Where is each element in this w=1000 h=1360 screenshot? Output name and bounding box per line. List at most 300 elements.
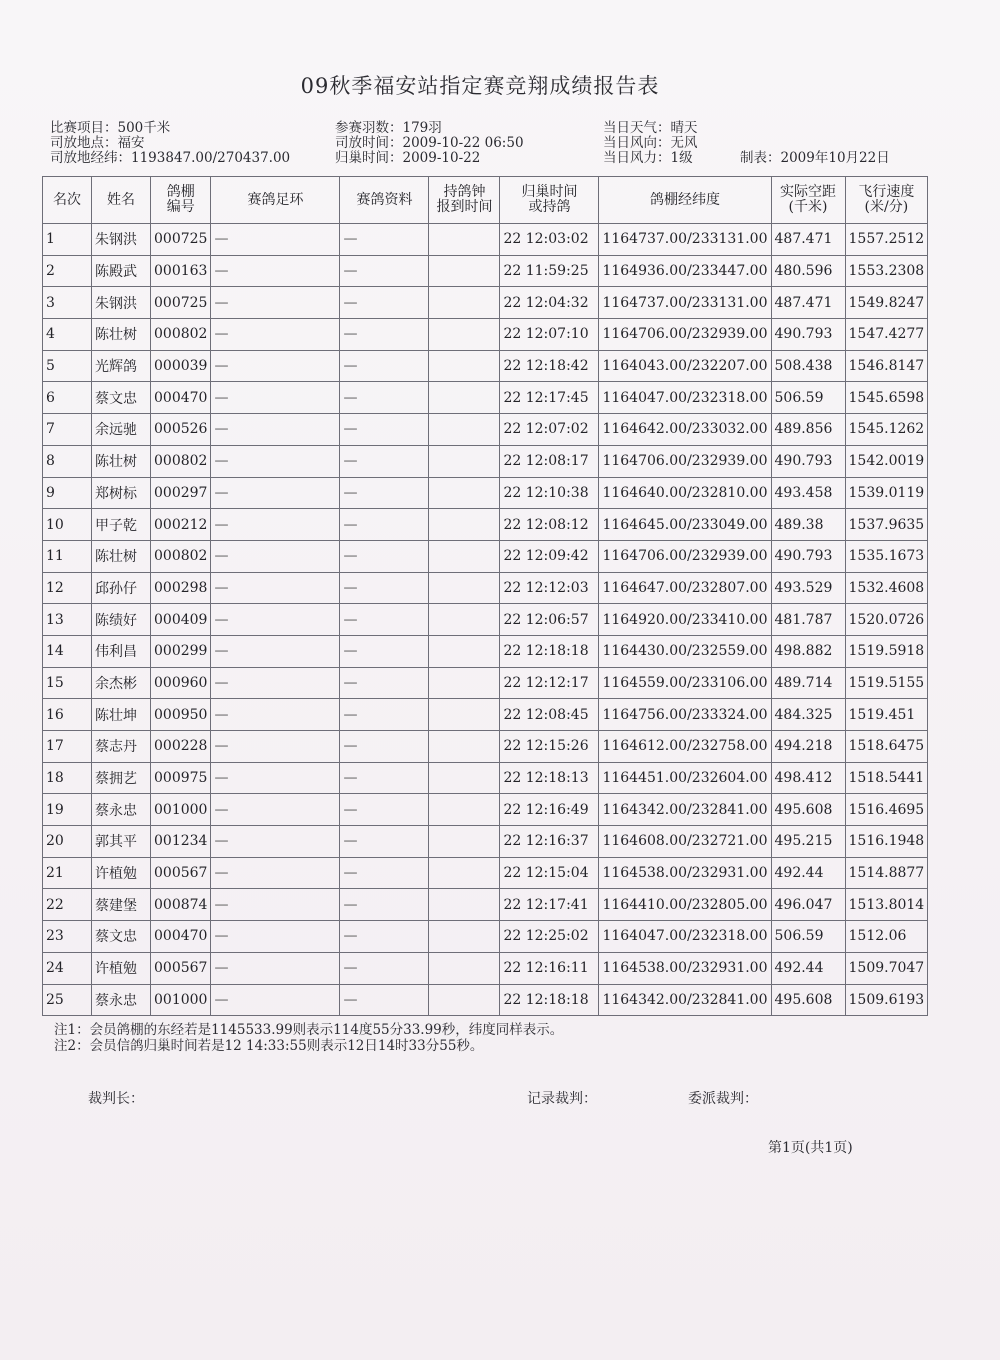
cell-ring: — [211, 889, 340, 921]
cell-info: — [340, 540, 429, 572]
cell-info: — [340, 667, 429, 699]
table-row [43, 477, 928, 509]
cell-clock [429, 762, 500, 794]
cell-rank: 11 [43, 540, 92, 572]
cell-info: — [340, 287, 429, 319]
meta-event: 比赛项目：500千米 [50, 120, 171, 136]
cell-name: 甲子乾 [92, 509, 151, 541]
cell-rank: 16 [43, 699, 92, 731]
table-row [43, 414, 928, 446]
cell-clock [429, 224, 500, 256]
note-1: 注1：会员鸽棚的东经若是1145533.99则表示114度55分33.99秒，纬度同样表示。 [54, 1022, 564, 1038]
cell-loft: 000297 [151, 477, 211, 509]
cell-coords: 1164608.00/232721.00 [599, 826, 771, 858]
cell-clock [429, 382, 500, 414]
cell-arrival: 22 12:12:17 [500, 667, 599, 699]
cell-loft: 000470 [151, 382, 211, 414]
table-body [43, 224, 928, 1016]
cell-clock [429, 952, 500, 984]
cell-info: — [340, 699, 429, 731]
cell-speed: 1537.9635 [845, 509, 928, 541]
table-row [43, 857, 928, 889]
cell-clock [429, 699, 500, 731]
cell-ring: — [211, 287, 340, 319]
cell-loft: 000212 [151, 509, 211, 541]
header-name: 姓名 [92, 177, 151, 224]
cell-name: 陈壮坤 [92, 699, 151, 731]
cell-arrival: 22 12:18:18 [500, 984, 599, 1016]
cell-arrival: 22 12:09:42 [500, 540, 599, 572]
cell-name: 陈绩好 [92, 604, 151, 636]
cell-distance: 506.59 [771, 921, 845, 953]
cell-coords: 1164640.00/232810.00 [599, 477, 771, 509]
cell-distance: 490.793 [771, 540, 845, 572]
cell-distance: 508.438 [771, 350, 845, 382]
cell-speed: 1545.6598 [845, 382, 928, 414]
cell-info: — [340, 509, 429, 541]
cell-clock [429, 572, 500, 604]
cell-coords: 1164706.00/232939.00 [599, 540, 771, 572]
cell-coords: 1164756.00/233324.00 [599, 699, 771, 731]
meta-release-time: 司放时间：2009-10-22 06:50 [335, 135, 524, 151]
report-title: 09秋季福安站指定赛竞翔成绩报告表 [300, 74, 660, 98]
cell-speed: 1539.0119 [845, 477, 928, 509]
cell-rank: 8 [43, 445, 92, 477]
cell-ring: — [211, 604, 340, 636]
cell-loft: 000802 [151, 540, 211, 572]
cell-loft: 000039 [151, 350, 211, 382]
header-loft-number: 鸽棚 编号 [151, 177, 211, 224]
cell-speed: 1542.0019 [845, 445, 928, 477]
cell-coords: 1164737.00/233131.00 [599, 287, 771, 319]
cell-loft: 000298 [151, 572, 211, 604]
cell-speed: 1516.4695 [845, 794, 928, 826]
cell-name: 蔡建堡 [92, 889, 151, 921]
cell-speed: 1513.8014 [845, 889, 928, 921]
cell-clock [429, 635, 500, 667]
cell-speed: 1516.1948 [845, 826, 928, 858]
cell-arrival: 22 12:08:45 [500, 699, 599, 731]
cell-clock [429, 826, 500, 858]
table-row [43, 731, 928, 763]
cell-arrival: 22 12:18:13 [500, 762, 599, 794]
cell-name: 陈壮树 [92, 540, 151, 572]
cell-rank: 19 [43, 794, 92, 826]
cell-rank: 12 [43, 572, 92, 604]
cell-clock [429, 477, 500, 509]
chief-judge-label: 裁判长： [88, 1091, 144, 1107]
recording-judge-label: 记录裁判： [527, 1091, 597, 1107]
cell-info: — [340, 224, 429, 256]
table-row [43, 667, 928, 699]
cell-clock [429, 984, 500, 1016]
cell-info: — [340, 445, 429, 477]
cell-info: — [340, 857, 429, 889]
meta-wind-force: 当日风力：1级 [603, 150, 693, 166]
cell-ring: — [211, 762, 340, 794]
cell-name: 许植勉 [92, 857, 151, 889]
cell-distance: 495.608 [771, 794, 845, 826]
table-row [43, 255, 928, 287]
cell-coords: 1164043.00/232207.00 [599, 350, 771, 382]
table-row [43, 984, 928, 1016]
cell-coords: 1164538.00/232931.00 [599, 857, 771, 889]
cell-ring: — [211, 445, 340, 477]
cell-coords: 1164645.00/233049.00 [599, 509, 771, 541]
cell-ring: — [211, 952, 340, 984]
cell-clock [429, 604, 500, 636]
cell-speed: 1519.5155 [845, 667, 928, 699]
cell-loft: 000950 [151, 699, 211, 731]
cell-distance: 489.856 [771, 414, 845, 446]
cell-distance: 492.44 [771, 857, 845, 889]
cell-rank: 23 [43, 921, 92, 953]
cell-coords: 1164612.00/232758.00 [599, 731, 771, 763]
cell-name: 蔡永忠 [92, 984, 151, 1016]
cell-arrival: 22 12:18:42 [500, 350, 599, 382]
cell-ring: — [211, 509, 340, 541]
cell-ring: — [211, 414, 340, 446]
cell-rank: 9 [43, 477, 92, 509]
cell-coords: 1164047.00/232318.00 [599, 921, 771, 953]
cell-distance: 493.529 [771, 572, 845, 604]
cell-name: 光辉鸽 [92, 350, 151, 382]
cell-loft: 000802 [151, 319, 211, 351]
cell-speed: 1512.06 [845, 921, 928, 953]
cell-coords: 1164342.00/232841.00 [599, 794, 771, 826]
table-row [43, 319, 928, 351]
cell-info: — [340, 414, 429, 446]
cell-arrival: 22 12:12:03 [500, 572, 599, 604]
cell-clock [429, 509, 500, 541]
cell-arrival: 22 12:15:26 [500, 731, 599, 763]
header-rank: 名次 [43, 177, 92, 224]
cell-distance: 498.412 [771, 762, 845, 794]
cell-distance: 490.793 [771, 445, 845, 477]
cell-info: — [340, 984, 429, 1016]
meta-release-coords: 司放地经纬：1193847.00/270437.00 [50, 150, 291, 166]
cell-rank: 1 [43, 224, 92, 256]
cell-name: 朱钢洪 [92, 287, 151, 319]
cell-arrival: 22 12:07:10 [500, 319, 599, 351]
cell-info: — [340, 604, 429, 636]
cell-ring: — [211, 984, 340, 1016]
cell-arrival: 22 12:07:02 [500, 414, 599, 446]
cell-coords: 1164430.00/232559.00 [599, 635, 771, 667]
cell-rank: 2 [43, 255, 92, 287]
cell-arrival: 22 12:16:37 [500, 826, 599, 858]
cell-coords: 1164047.00/232318.00 [599, 382, 771, 414]
meta-right [603, 121, 698, 166]
table-row [43, 699, 928, 731]
cell-name: 朱钢洪 [92, 224, 151, 256]
cell-rank: 4 [43, 319, 92, 351]
cell-arrival: 22 12:08:12 [500, 509, 599, 541]
cell-clock [429, 667, 500, 699]
cell-name: 郭其平 [92, 826, 151, 858]
cell-clock [429, 255, 500, 287]
cell-speed: 1520.0726 [845, 604, 928, 636]
cell-rank: 22 [43, 889, 92, 921]
cell-clock [429, 731, 500, 763]
cell-loft: 000725 [151, 224, 211, 256]
cell-info: — [340, 889, 429, 921]
meta-return-time: 归巢时间：2009-10-22 [335, 150, 481, 166]
cell-name: 伟利昌 [92, 635, 151, 667]
cell-coords: 1164451.00/232604.00 [599, 762, 771, 794]
cell-ring: — [211, 857, 340, 889]
cell-arrival: 22 12:16:49 [500, 794, 599, 826]
cell-distance: 495.608 [771, 984, 845, 1016]
cell-speed: 1549.8247 [845, 287, 928, 319]
cell-arrival: 22 12:16:11 [500, 952, 599, 984]
cell-distance: 493.458 [771, 477, 845, 509]
cell-loft: 000163 [151, 255, 211, 287]
cell-info: — [340, 731, 429, 763]
cell-ring: — [211, 826, 340, 858]
cell-name: 陈殿武 [92, 255, 151, 287]
cell-ring: — [211, 794, 340, 826]
meta-left [50, 121, 290, 166]
meta-middle [335, 121, 524, 166]
cell-loft: 000960 [151, 667, 211, 699]
notes [54, 1022, 563, 1054]
cell-arrival: 22 12:08:17 [500, 445, 599, 477]
cell-speed: 1535.1673 [845, 540, 928, 572]
cell-rank: 25 [43, 984, 92, 1016]
cell-loft: 000470 [151, 921, 211, 953]
cell-ring: — [211, 382, 340, 414]
cell-name: 蔡拥艺 [92, 762, 151, 794]
cell-distance: 489.38 [771, 509, 845, 541]
cell-speed: 1545.1262 [845, 414, 928, 446]
cell-clock [429, 287, 500, 319]
cell-distance: 496.047 [771, 889, 845, 921]
cell-info: — [340, 952, 429, 984]
cell-arrival: 22 12:17:45 [500, 382, 599, 414]
cell-ring: — [211, 731, 340, 763]
cell-rank: 24 [43, 952, 92, 984]
cell-rank: 13 [43, 604, 92, 636]
table-row [43, 952, 928, 984]
cell-arrival: 22 12:17:41 [500, 889, 599, 921]
cell-arrival: 22 12:03:02 [500, 224, 599, 256]
note-2: 注2：会员信鸽归巢时间若是12 14:33:55则表示12日14时33分55秒。 [54, 1038, 484, 1054]
cell-info: — [340, 350, 429, 382]
cell-name: 余杰彬 [92, 667, 151, 699]
cell-name: 蔡志丹 [92, 731, 151, 763]
header-info: 赛鸽资料 [340, 177, 429, 224]
cell-info: — [340, 921, 429, 953]
cell-ring: — [211, 319, 340, 351]
cell-clock [429, 889, 500, 921]
cell-arrival: 22 12:15:04 [500, 857, 599, 889]
header-distance: 实际空距 (千米) [771, 177, 845, 224]
table-row [43, 445, 928, 477]
cell-speed: 1518.5441 [845, 762, 928, 794]
cell-loft: 000802 [151, 445, 211, 477]
cell-rank: 21 [43, 857, 92, 889]
cell-ring: — [211, 224, 340, 256]
cell-coords: 1164920.00/233410.00 [599, 604, 771, 636]
cell-ring: — [211, 921, 340, 953]
meta-weather: 当日天气：晴天 [603, 120, 698, 136]
cell-loft: 001234 [151, 826, 211, 858]
cell-speed: 1546.8147 [845, 350, 928, 382]
table-row [43, 762, 928, 794]
cell-name: 蔡文忠 [92, 921, 151, 953]
cell-info: — [340, 477, 429, 509]
cell-arrival: 22 12:25:02 [500, 921, 599, 953]
cell-speed: 1514.8877 [845, 857, 928, 889]
table-row [43, 604, 928, 636]
cell-loft: 000299 [151, 635, 211, 667]
cell-rank: 7 [43, 414, 92, 446]
cell-coords: 1164706.00/232939.00 [599, 319, 771, 351]
cell-distance: 481.787 [771, 604, 845, 636]
table-row [43, 382, 928, 414]
cell-arrival: 22 12:18:18 [500, 635, 599, 667]
cell-distance: 480.596 [771, 255, 845, 287]
table-row [43, 540, 928, 572]
table-header-row [43, 177, 928, 224]
cell-coords: 1164538.00/232931.00 [599, 952, 771, 984]
cell-distance: 489.714 [771, 667, 845, 699]
cell-ring: — [211, 540, 340, 572]
results-table [42, 176, 928, 1016]
cell-info: — [340, 572, 429, 604]
cell-loft: 000725 [151, 287, 211, 319]
cell-ring: — [211, 572, 340, 604]
cell-coords: 1164559.00/233106.00 [599, 667, 771, 699]
cell-loft: 000526 [151, 414, 211, 446]
meta-release-place: 司放地点：福安 [50, 135, 145, 151]
page-number: 第1页(共1页) [768, 1140, 853, 1156]
cell-info: — [340, 794, 429, 826]
cell-ring: — [211, 635, 340, 667]
cell-speed: 1509.7047 [845, 952, 928, 984]
cell-clock [429, 319, 500, 351]
cell-coords: 1164342.00/232841.00 [599, 984, 771, 1016]
cell-loft: 001000 [151, 984, 211, 1016]
cell-clock [429, 540, 500, 572]
table-row [43, 794, 928, 826]
table-row [43, 350, 928, 382]
cell-arrival: 22 12:06:57 [500, 604, 599, 636]
cell-name: 余远驰 [92, 414, 151, 446]
cell-ring: — [211, 667, 340, 699]
cell-name: 许植勉 [92, 952, 151, 984]
cell-coords: 1164706.00/232939.00 [599, 445, 771, 477]
delegated-judge-label: 委派裁判： [688, 1091, 758, 1107]
cell-name: 邱孙仔 [92, 572, 151, 604]
cell-loft: 000975 [151, 762, 211, 794]
cell-clock [429, 445, 500, 477]
table-row [43, 224, 928, 256]
header-clock: 持鸽钟 报到时间 [429, 177, 500, 224]
cell-name: 陈壮树 [92, 445, 151, 477]
cell-speed: 1509.6193 [845, 984, 928, 1016]
table-row [43, 287, 928, 319]
cell-arrival: 22 12:04:32 [500, 287, 599, 319]
table-row [43, 635, 928, 667]
cell-info: — [340, 382, 429, 414]
cell-info: — [340, 762, 429, 794]
cell-rank: 3 [43, 287, 92, 319]
cell-speed: 1557.2512 [845, 224, 928, 256]
cell-rank: 5 [43, 350, 92, 382]
cell-distance: 494.218 [771, 731, 845, 763]
cell-coords: 1164737.00/233131.00 [599, 224, 771, 256]
cell-speed: 1547.4277 [845, 319, 928, 351]
cell-distance: 492.44 [771, 952, 845, 984]
cell-distance: 490.793 [771, 319, 845, 351]
table-row [43, 509, 928, 541]
cell-distance: 506.59 [771, 382, 845, 414]
cell-speed: 1519.451 [845, 699, 928, 731]
cell-loft: 000567 [151, 952, 211, 984]
cell-name: 蔡文忠 [92, 382, 151, 414]
cell-rank: 15 [43, 667, 92, 699]
header-coords: 鸽棚经纬度 [599, 177, 771, 224]
cell-name: 陈壮树 [92, 319, 151, 351]
cell-speed: 1518.6475 [845, 731, 928, 763]
meta-prepared-date: 制表：2009年10月22日 [740, 150, 890, 166]
cell-rank: 17 [43, 731, 92, 763]
cell-ring: — [211, 699, 340, 731]
cell-loft: 000567 [151, 857, 211, 889]
cell-distance: 484.325 [771, 699, 845, 731]
cell-speed: 1519.5918 [845, 635, 928, 667]
cell-name: 郑树标 [92, 477, 151, 509]
cell-arrival: 22 12:10:38 [500, 477, 599, 509]
cell-info: — [340, 826, 429, 858]
cell-distance: 495.215 [771, 826, 845, 858]
cell-clock [429, 921, 500, 953]
header-ring: 赛鸽足环 [211, 177, 340, 224]
cell-clock [429, 414, 500, 446]
cell-rank: 14 [43, 635, 92, 667]
cell-rank: 10 [43, 509, 92, 541]
cell-speed: 1553.2308 [845, 255, 928, 287]
cell-info: — [340, 255, 429, 287]
cell-info: — [340, 319, 429, 351]
cell-distance: 487.471 [771, 287, 845, 319]
cell-clock [429, 350, 500, 382]
meta-entries: 参赛羽数：179羽 [335, 120, 442, 136]
cell-loft: 001000 [151, 794, 211, 826]
table-row [43, 826, 928, 858]
cell-speed: 1532.4608 [845, 572, 928, 604]
cell-loft: 000228 [151, 731, 211, 763]
table-row [43, 889, 928, 921]
cell-coords: 1164647.00/232807.00 [599, 572, 771, 604]
cell-ring: — [211, 255, 340, 287]
cell-name: 蔡永忠 [92, 794, 151, 826]
cell-ring: — [211, 350, 340, 382]
cell-clock [429, 857, 500, 889]
cell-loft: 000874 [151, 889, 211, 921]
table-row [43, 572, 928, 604]
cell-coords: 1164642.00/233032.00 [599, 414, 771, 446]
header-arrival: 归巢时间 或持鸽 [500, 177, 599, 224]
table-row [43, 921, 928, 953]
cell-coords: 1164936.00/233447.00 [599, 255, 771, 287]
meta-wind-direction: 当日风向：无风 [603, 135, 698, 151]
cell-arrival: 22 11:59:25 [500, 255, 599, 287]
cell-ring: — [211, 477, 340, 509]
cell-clock [429, 794, 500, 826]
